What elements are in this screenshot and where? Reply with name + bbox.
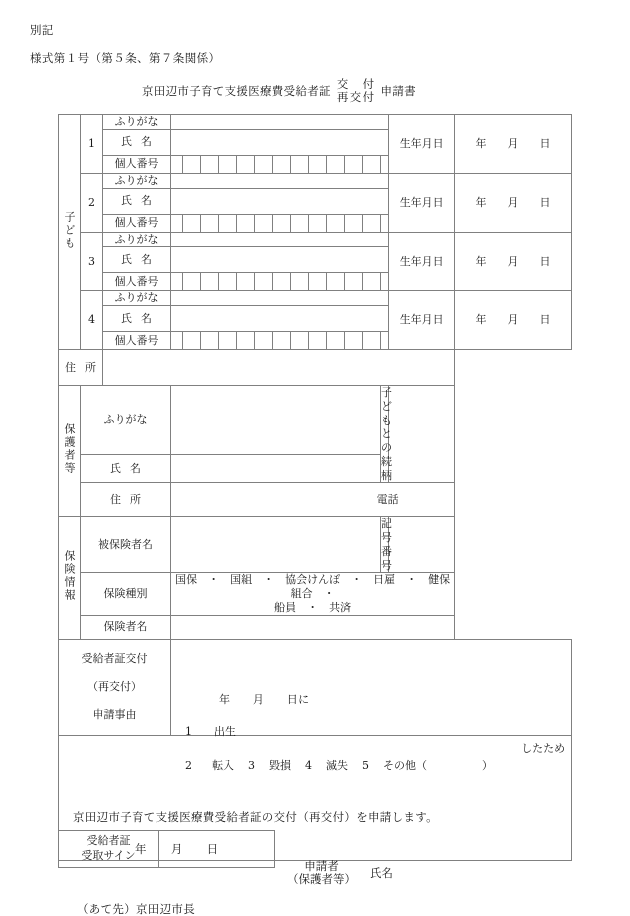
- guardian-tel-label: 電話: [376, 492, 399, 506]
- reason-suffix: したため: [521, 742, 566, 755]
- reason-option-2-number: 2: [185, 759, 192, 772]
- child-1-mynumber-cell-9[interactable]: [327, 155, 345, 173]
- insurance-section-label-text: 保険情報: [63, 550, 76, 602]
- child-1-mynumber-cell-6[interactable]: [273, 155, 291, 173]
- insurance-type-options[interactable]: [171, 573, 455, 615]
- child-2-mynumber-cell-2[interactable]: [201, 214, 219, 232]
- insurance-insured-name-label: 被保険者名: [81, 517, 171, 573]
- child-3-mynumber-cell-9[interactable]: [327, 273, 345, 291]
- child-1-mynumber-cell-2[interactable]: [201, 155, 219, 173]
- child-3-mynumber-label: 個人番号: [103, 273, 171, 291]
- guardian-name-input[interactable]: [171, 455, 381, 483]
- child-2-furigana-input[interactable]: [171, 173, 389, 188]
- guardian-relation-input[interactable]: [389, 386, 455, 483]
- child-4-mynumber-gap: [171, 332, 183, 350]
- name-label-part2: 名: [130, 461, 141, 475]
- child-4-name-label: [103, 306, 171, 332]
- name-label-part2: 名: [141, 194, 152, 208]
- name-label-part1: 氏: [121, 194, 132, 208]
- child-3-name-label: [103, 247, 171, 273]
- child-index-1: 1: [81, 115, 103, 174]
- child-3-name-input[interactable]: [171, 247, 389, 273]
- form-title-main: 京田辺市子育て支援医療費受給者証: [142, 83, 331, 98]
- child-1-birthdate-ymd: [455, 137, 571, 151]
- ymd-day: 日: [539, 313, 551, 327]
- child-1-mynumber-cell-8[interactable]: [309, 155, 327, 173]
- relation-label-line1: 子ども: [381, 386, 392, 427]
- name-label-part1: 氏: [121, 311, 132, 325]
- ymd-year: 年: [475, 195, 487, 209]
- ymd-day: 日: [539, 137, 551, 150]
- child-2-birthdate-label: 生年月日: [389, 173, 455, 232]
- child-4-mynumber-cell-1[interactable]: [183, 332, 201, 350]
- child-3-mynumber-gap: [171, 273, 183, 291]
- reason-label: [59, 639, 171, 735]
- child-2-mynumber-cell-9[interactable]: [327, 214, 345, 232]
- child-3-birthdate-ymd: [455, 255, 571, 269]
- child-4-birthdate-input[interactable]: [455, 291, 572, 350]
- reason-label-line3: 申請事由: [92, 707, 137, 721]
- address-label-part1: 住: [110, 492, 121, 506]
- child-1-mynumber-gap: [171, 155, 183, 173]
- insurance-section-label: [59, 517, 81, 639]
- child-3-mynumber-cell-1[interactable]: [183, 273, 201, 291]
- insurance-symbol-number-label: 記号番号: [381, 517, 392, 572]
- child-2-mynumber-cell-3[interactable]: [219, 214, 237, 232]
- receipt-signature-row: [59, 831, 275, 868]
- children-section-label: [59, 115, 81, 350]
- child-2-furigana-label: ふりがな: [103, 173, 171, 188]
- child-4-name-input[interactable]: [171, 306, 389, 332]
- child-4-mynumber-cell-8[interactable]: [309, 332, 327, 350]
- guardian-address-label: [81, 483, 171, 517]
- child-3-furigana-label: ふりがな: [103, 232, 171, 247]
- guardian-name-row: [59, 455, 572, 483]
- child-2-mynumber-gap: [171, 214, 183, 232]
- child-2-mynumber-cell-6[interactable]: [273, 214, 291, 232]
- child-4-mynumber-cell-3[interactable]: [219, 332, 237, 350]
- child-2-mynumber-cell-10[interactable]: [345, 214, 363, 232]
- declaration-applicant-label: [287, 860, 356, 888]
- guardian-furigana-label: ふりがな: [81, 386, 171, 455]
- reason-option-5-number: 5: [362, 759, 369, 772]
- ymd-month: 月: [507, 313, 519, 327]
- child-2-birthdate-ymd: [455, 196, 571, 210]
- insurance-type-row: [59, 573, 572, 615]
- insurance-type-label: 保険種別: [81, 573, 171, 615]
- child-2-mynumber-cell-7[interactable]: [291, 214, 309, 232]
- child-index-2: 2: [81, 173, 103, 232]
- child-4-birthdate-label: 生年月日: [389, 291, 455, 350]
- ymd-year: 年: [475, 254, 487, 268]
- form-number-label: 様式第１号（第５条、第７条関係）: [30, 51, 221, 65]
- child-index-3: 3: [81, 232, 103, 291]
- child-3-mynumber-cell-12[interactable]: [381, 273, 389, 291]
- insurance-insurer-name-label: 保険者名: [81, 615, 171, 639]
- child-4-birthdate-ymd: [455, 313, 571, 327]
- receipt-signature-label: [59, 831, 159, 868]
- address-label-part1: 住: [65, 360, 76, 374]
- ymd-day: 日: [539, 254, 551, 268]
- name-label-part2: 名: [141, 135, 152, 149]
- child-3-mynumber-cell-7[interactable]: [291, 273, 309, 291]
- form-title-tail: 申請書: [380, 83, 416, 98]
- child-4-mynumber-cell-12[interactable]: [381, 332, 389, 350]
- child-1-furigana-label: ふりがな: [103, 115, 171, 130]
- reason-date-line[interactable]: 年 月 日に: [219, 693, 310, 706]
- declaration-applicant: [287, 860, 393, 888]
- child-1-furigana-input[interactable]: [171, 115, 389, 130]
- child-3-mynumber-cell-11[interactable]: [363, 273, 381, 291]
- ymd-month: 月: [507, 254, 519, 268]
- child-row-furigana: [59, 173, 572, 188]
- declaration-day: 日: [206, 841, 219, 856]
- child-4-mynumber-cell-7[interactable]: [291, 332, 309, 350]
- application-main-table: [58, 114, 572, 916]
- child-3-mynumber-cell-8[interactable]: [309, 273, 327, 291]
- child-3-mynumber-cell-5[interactable]: [255, 273, 273, 291]
- child-3-mynumber-cell-10[interactable]: [345, 273, 363, 291]
- reason-option-3-number: 3: [248, 759, 255, 772]
- ymd-year: 年: [475, 137, 487, 150]
- receipt-signature-label-line2: 受取サイン: [81, 848, 136, 862]
- child-2-mynumber-cell-8[interactable]: [309, 214, 327, 232]
- insurance-symbol-number-input[interactable]: [389, 517, 455, 573]
- child-4-mynumber-cell-10[interactable]: [345, 332, 363, 350]
- child-1-mynumber-cell-11[interactable]: [363, 155, 381, 173]
- child-2-name-input[interactable]: [171, 188, 389, 214]
- child-2-mynumber-cell-12[interactable]: [381, 214, 389, 232]
- reason-option-4-number: 4: [305, 759, 312, 772]
- child-address-label: [59, 350, 103, 386]
- child-2-mynumber-cell-4[interactable]: [237, 214, 255, 232]
- guardian-name-label: [81, 455, 171, 483]
- insurance-insured-name-input[interactable]: [171, 517, 381, 573]
- child-4-furigana-label: ふりがな: [103, 291, 171, 306]
- children-section-label-text: 子ども: [63, 210, 76, 250]
- relation-label-line2: との続柄: [381, 427, 392, 482]
- child-1-mynumber-cell-5[interactable]: [255, 155, 273, 173]
- child-3-mynumber-cell-6[interactable]: [273, 273, 291, 291]
- child-1-birthdate-input[interactable]: [455, 115, 572, 174]
- declaration-addressee: （あて先）京田辺市長: [77, 901, 195, 916]
- child-row-furigana: [59, 291, 572, 306]
- reason-option-3-text: 毀損: [269, 759, 291, 772]
- declaration-sentence: 京田辺市子育て支援医療費受給者証の交付（再交付）を申請します。: [73, 809, 438, 824]
- declaration-applicant-line1: 申請者: [304, 858, 339, 873]
- form-title-issue-type: [337, 78, 376, 104]
- guardian-furigana-input[interactable]: [171, 386, 381, 455]
- child-2-birthdate-input[interactable]: [455, 173, 572, 232]
- child-2-name-label: [103, 188, 171, 214]
- ymd-month: 月: [507, 137, 519, 150]
- ymd-day: 日: [539, 195, 551, 209]
- reason-options-2-5[interactable]: [185, 759, 493, 773]
- child-2-mynumber-label: 個人番号: [103, 214, 171, 232]
- guardian-section-label: [59, 386, 81, 517]
- child-3-birthdate-label: 生年月日: [389, 232, 455, 291]
- receipt-signature-table: [58, 830, 275, 868]
- title-issue-option-new: 交 付: [336, 77, 376, 91]
- reason-row: [59, 639, 572, 735]
- reason-option-1-text: 出生: [214, 725, 236, 738]
- guardian-address-row: [59, 483, 572, 517]
- ymd-year: 年: [475, 313, 487, 327]
- child-1-mynumber-cell-10[interactable]: [345, 155, 363, 173]
- child-3-mynumber-cell-3[interactable]: [219, 273, 237, 291]
- child-4-mynumber-cell-4[interactable]: [237, 332, 255, 350]
- guardian-relation-label: [381, 386, 392, 483]
- child-1-name-input[interactable]: [171, 129, 389, 155]
- name-label-part2: 名: [141, 252, 152, 266]
- child-1-birthdate-label: 生年月日: [389, 115, 455, 174]
- insurance-insurer-row: [59, 615, 572, 639]
- child-3-mynumber-cell-2[interactable]: [201, 273, 219, 291]
- address-label-part2: 所: [85, 360, 96, 374]
- form-appendix-label: 別記: [30, 23, 54, 37]
- reason-option-2-text: 転入: [212, 759, 234, 772]
- child-1-mynumber-cell-12[interactable]: [381, 155, 389, 173]
- name-label-part1: 氏: [121, 135, 132, 149]
- ymd-month: 月: [507, 195, 519, 209]
- child-4-mynumber-label: 個人番号: [103, 332, 171, 350]
- insurance-insurer-name-input[interactable]: [171, 615, 455, 639]
- declaration-applicant-line2: （保護者等）: [287, 872, 356, 887]
- child-row-furigana: [59, 115, 572, 130]
- guardian-furigana-row: [59, 386, 572, 455]
- declaration-applicant-name-label: 氏名: [370, 866, 393, 881]
- child-1-mynumber-cell-7[interactable]: [291, 155, 309, 173]
- child-4-mynumber-cell-11[interactable]: [363, 332, 381, 350]
- reason-option-1[interactable]: [185, 725, 236, 739]
- title-issue-option-reissue: 再交付: [336, 89, 376, 104]
- child-1-mynumber-cell-4[interactable]: [237, 155, 255, 173]
- reason-label-line1: 受給者証交付: [81, 652, 148, 666]
- insurance-type-options-line1: 国保 ・ 国組 ・ 協会けんぽ ・ 日雇 ・ 健保組合 ・: [175, 573, 451, 600]
- child-address-input[interactable]: [103, 350, 455, 386]
- child-1-name-label: [103, 129, 171, 155]
- guardian-address-input[interactable]: [171, 483, 455, 517]
- reason-option-1-number: 1: [185, 725, 192, 738]
- name-label-part1: 氏: [110, 461, 121, 475]
- reason-option-4-text: 滅失: [326, 759, 348, 772]
- declaration-year: 年: [135, 841, 147, 856]
- reason-option-5-text: その他（ ）: [383, 759, 493, 772]
- child-3-mynumber-cell-4[interactable]: [237, 273, 255, 291]
- receipt-signature-input[interactable]: [159, 831, 275, 868]
- child-address-row: [59, 350, 572, 386]
- child-2-mynumber-cell-5[interactable]: [255, 214, 273, 232]
- form-title: [142, 78, 416, 104]
- declaration-month: 月: [170, 841, 183, 856]
- receipt-signature-label-line1: 受給者証: [86, 834, 131, 847]
- child-3-birthdate-input[interactable]: [455, 232, 572, 291]
- child-2-mynumber-cell-11[interactable]: [363, 214, 381, 232]
- insurance-type-options-line2: 船員 ・ 共済: [274, 600, 352, 614]
- insurance-insured-row: [59, 517, 572, 573]
- child-row-furigana: [59, 232, 572, 247]
- reason-label-line2: （再交付）: [87, 680, 142, 694]
- child-1-mynumber-cell-3[interactable]: [219, 155, 237, 173]
- child-2-mynumber-cell-1[interactable]: [183, 214, 201, 232]
- child-4-mynumber-cell-9[interactable]: [327, 332, 345, 350]
- guardian-section-label-text: 保護者等: [63, 423, 76, 476]
- child-3-furigana-input[interactable]: [171, 232, 389, 247]
- child-4-mynumber-cell-2[interactable]: [201, 332, 219, 350]
- name-label-part1: 氏: [121, 252, 132, 266]
- child-1-mynumber-cell-1[interactable]: [183, 155, 201, 173]
- address-label-part2: 所: [130, 492, 141, 506]
- reason-body[interactable]: [171, 639, 572, 772]
- child-1-mynumber-label: 個人番号: [103, 155, 171, 173]
- name-label-part2: 名: [141, 311, 152, 325]
- child-4-mynumber-cell-5[interactable]: [255, 332, 273, 350]
- child-4-mynumber-cell-6[interactable]: [273, 332, 291, 350]
- child-index-4: 4: [81, 291, 103, 350]
- child-4-furigana-input[interactable]: [171, 291, 389, 306]
